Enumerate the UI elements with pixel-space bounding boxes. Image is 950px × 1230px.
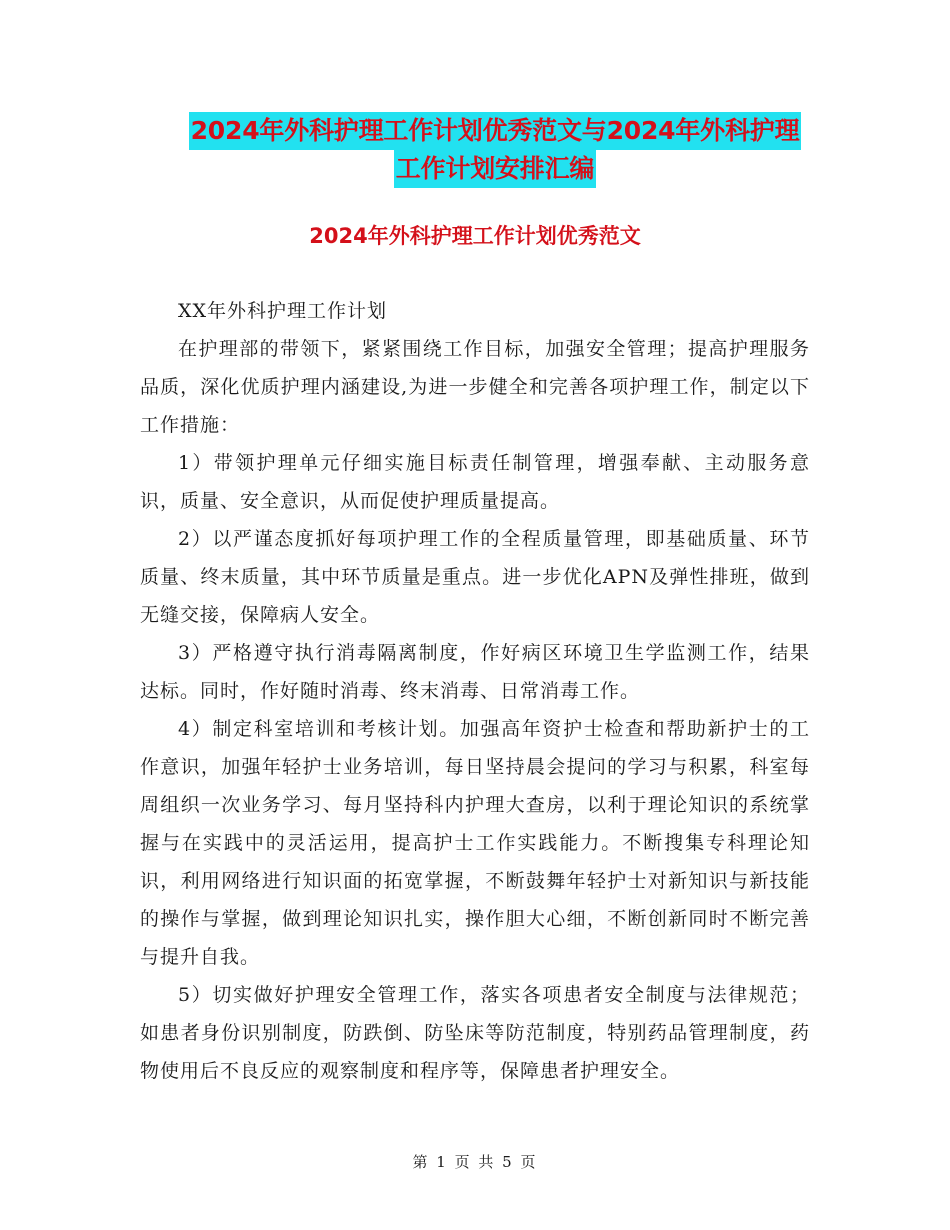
paragraph-item-5: 5）切实做好护理安全管理工作，落实各项患者安全制度与法律规范；如患者身份识别制度，防跌倒、防坠床等防范制度，特别药品管理制度，药物使用后不良反应的观察制度和程序等，保障患者护理安全。 [140, 984, 810, 1082]
document-title [140, 112, 850, 188]
title-line-2: 工作计划安排汇编 [394, 150, 596, 188]
paragraph-intro: 在护理部的带领下，紧紧围绕工作目标，加强安全管理；提高护理服务品质，深化优质护理内涵建设,为进一步健全和完善各项护理工作，制定以下工作措施： [140, 338, 810, 436]
paragraph-item-4: 4）制定科室培训和考核计划。加强高年资护士检查和帮助新护士的工作意识，加强年轻护士业务培训，每日坚持晨会提问的学习与积累，科室每周组织一次业务学习、每月坚持科内护理大查房，以利于理论知识的系统掌握与在实践中的灵活运用，提高护士工作实践能力。不断搜集专科理论知识，利用网络进行知识面的拓宽掌握，不断鼓舞年轻护士对新知识与新技能的操作与掌握，做到理论知识扎实，操作胆大心细，不断创新同时不断完善与提升自我。 [140, 718, 810, 968]
section-heading: 2024年外科护理工作计划优秀范文 [309, 224, 641, 248]
paragraph-item-1: 1）带领护理单元仔细实施目标责任制管理，增强奉献、主动服务意识，质量、安全意识，从而促使护理质量提高。 [140, 452, 810, 512]
document-body [140, 292, 810, 1090]
title-line-1: 2024年外科护理工作计划优秀范文与2024年外科护理 [189, 112, 802, 150]
paragraph-plan-title: XX年外科护理工作计划 [178, 300, 388, 322]
paragraph-item-2: 2）以严谨态度抓好每项护理工作的全程质量管理，即基础质量、环节质量、终末质量，其中环节质量是重点。进一步优化APN及弹性排班，做到无缝交接，保障病人安全。 [140, 528, 810, 626]
paragraph-item-3: 3）严格遵守执行消毒隔离制度，作好病区环境卫生学监测工作，结果达标。同时，作好随时消毒、终末消毒、日常消毒工作。 [140, 642, 810, 702]
page-number: 第 1 页 共 5 页 [412, 1153, 538, 1171]
